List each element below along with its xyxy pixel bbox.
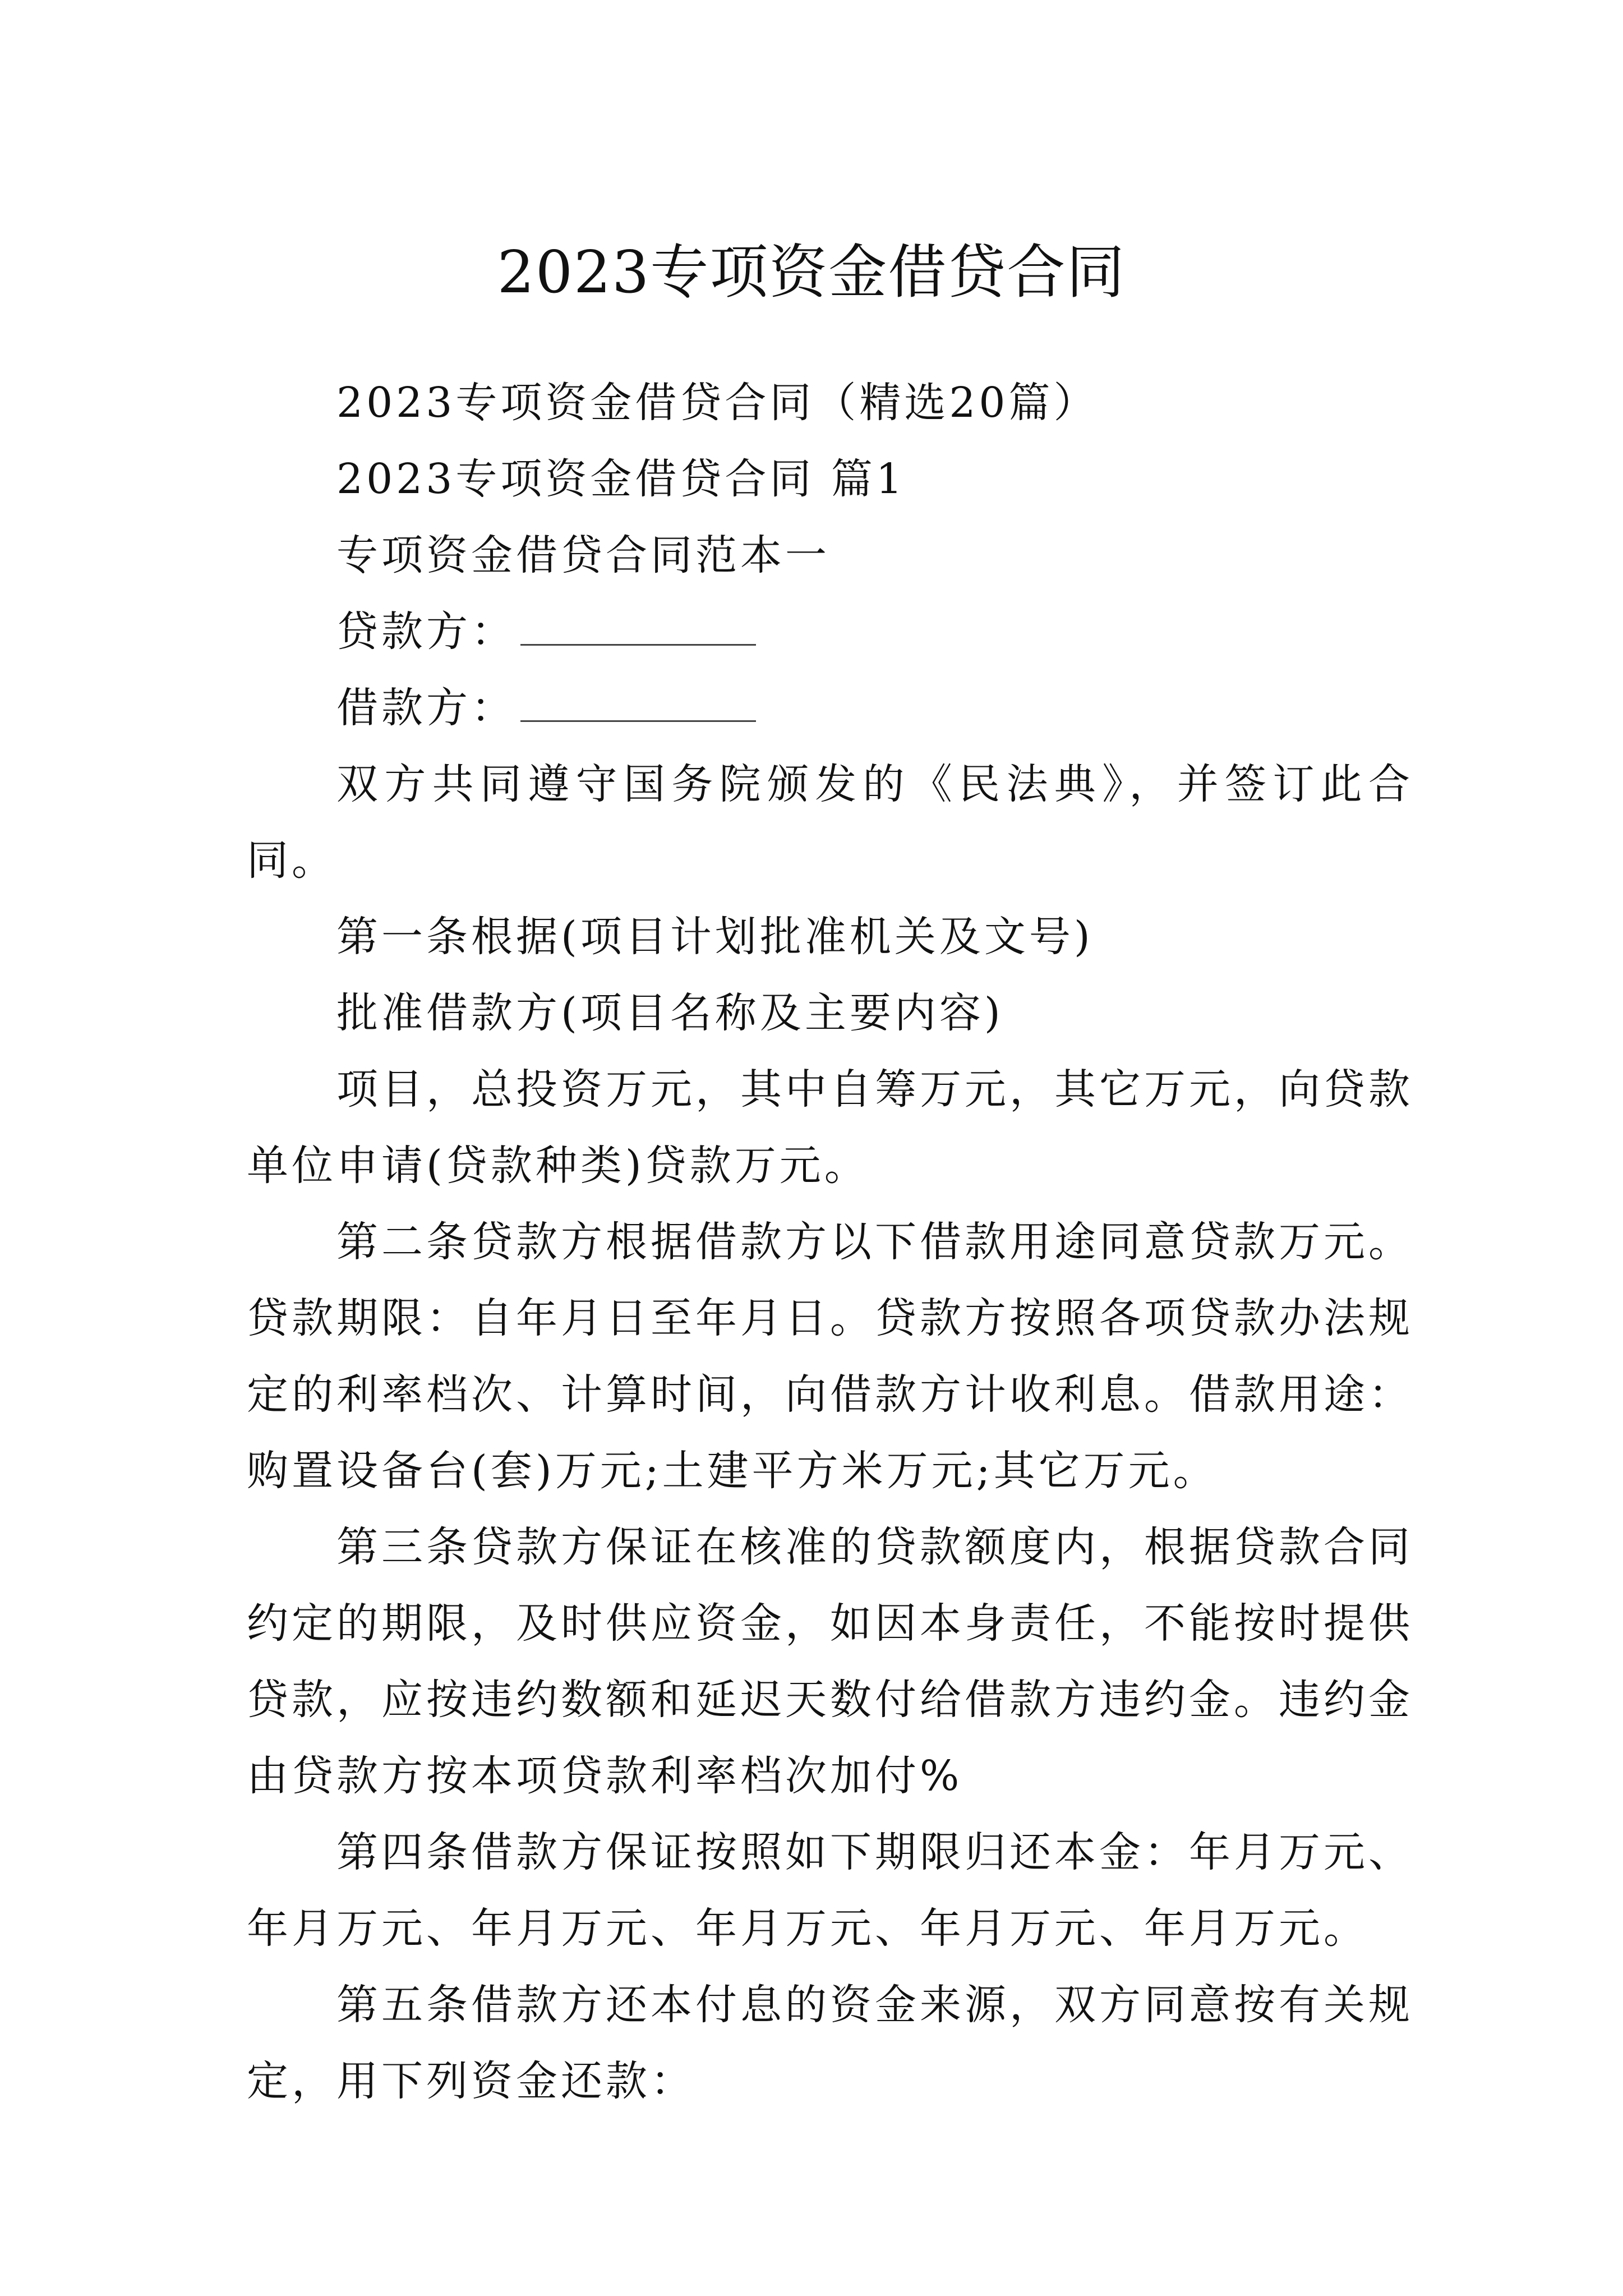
article1-line-c: 项目，总投资万元，其中自筹万元，其它万元，向贷款单位申请(贷款种类)贷款万元。: [247, 1065, 1413, 1190]
document-title: 2023专项资金借贷合同: [497, 237, 1126, 306]
intro-paragraph: 双方共同遵守国务院颁发的《民法典》，并签订此合同。: [247, 760, 1413, 885]
borrower-blank-line: [520, 687, 756, 722]
article1-line-a: 第一条根据(项目计划批准机关及文号): [336, 913, 1094, 961]
lender-line: [247, 593, 1413, 670]
template-name: 专项资金借贷合同范本一: [336, 531, 830, 579]
section-heading: 2023专项资金借贷合同 篇1: [336, 455, 906, 503]
borrower-label: 借款方：: [336, 684, 516, 732]
article4-paragraph: 第四条借款方保证按照如下期限归还本金：年月万元、年月万元、年月万元、年月万元、年月万元、年月万元。: [247, 1828, 1413, 1953]
subtitle-line: 2023专项资金借贷合同（精选20篇）: [336, 379, 1099, 427]
article5-paragraph: 第五条借款方还本付息的资金来源，双方同意按有关规定，用下列资金还款：: [247, 1981, 1413, 2105]
lender-label: 贷款方：: [336, 608, 516, 656]
lender-blank-line: [520, 610, 756, 646]
borrower-line: [247, 670, 1413, 746]
article1-line-b: 批准借款方(项目名称及主要内容): [336, 989, 1004, 1037]
article3-paragraph: 第三条贷款方保证在核准的贷款额度内，根据贷款合同约定的期限，及时供应资金，如因本身责任，不能按时提供贷款，应按违约数额和延迟天数付给借款方违约金。违约金由贷款方按本项贷款利率档次加付%: [247, 1523, 1413, 1800]
document-body: [247, 365, 1413, 2119]
article2-paragraph: 第二条贷款方根据借款方以下借款用途同意贷款万元。贷款期限：自年月日至年月日。贷款方按照各项贷款办法规定的利率档次、计算时间，向借款方计收利息。借款用途：购置设备台(套)万元;土建平方米万元;其它万元。: [247, 1218, 1413, 1495]
